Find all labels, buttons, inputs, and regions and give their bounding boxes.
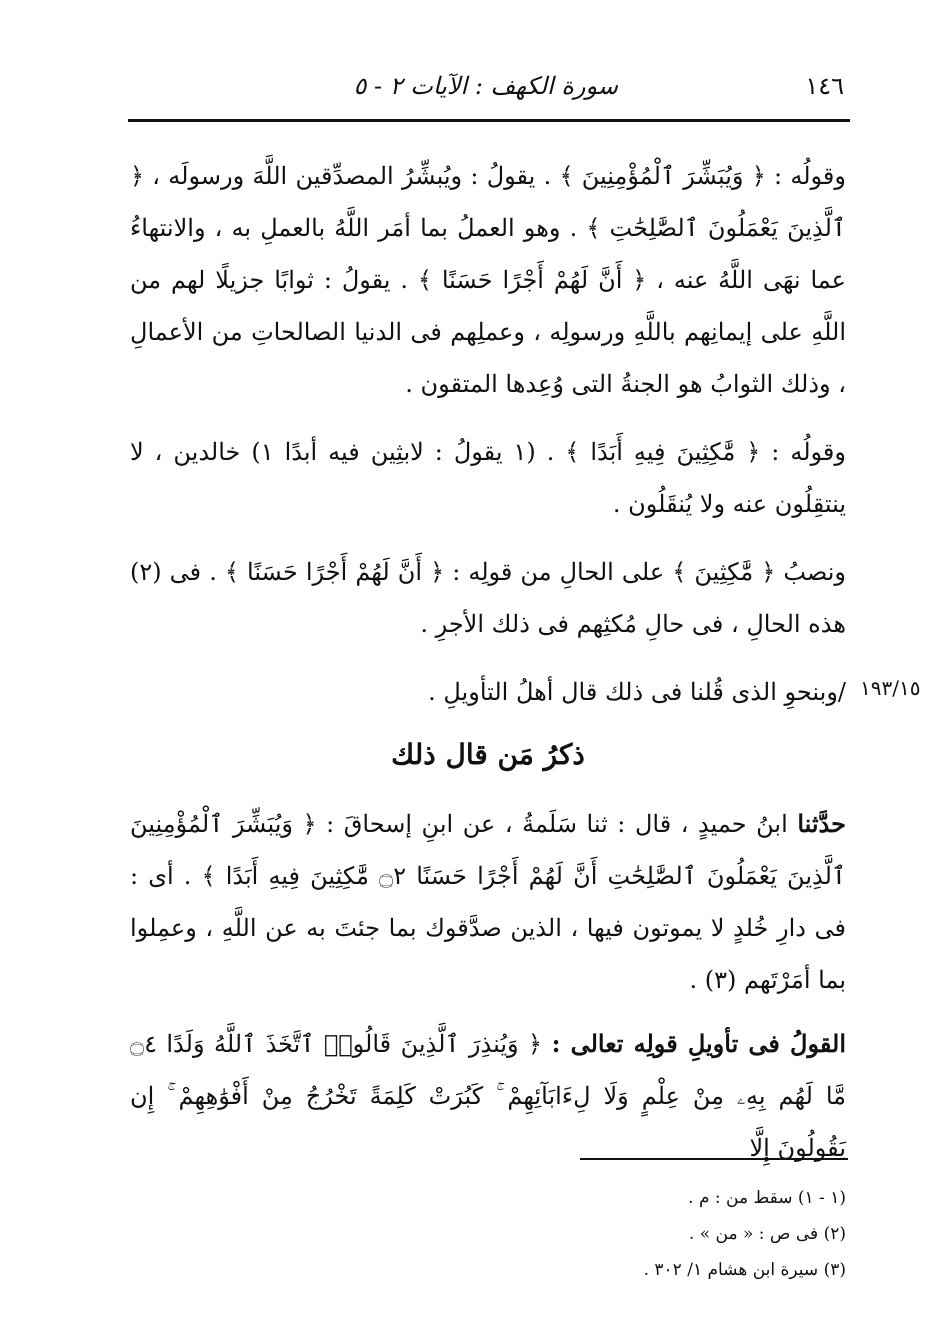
paragraph-6-lead: القولُ فى تأويلِ قولِه تعالى :: [551, 1029, 846, 1058]
paragraph-6: [130, 1018, 846, 1174]
paragraph-5-text: ابنُ حميدٍ ، قال : ثنا سَلَمةُ ، عن ابنِ إسحاقَ : ﴿ وَيُبَشِّرَ ٱلْمُؤْمِنِينَ ٱلَّذِينَ يَعْمَلُونَ ٱلصَّٰلِحَٰتِ أَنَّ لَهُمْ أَجْرًا حَسَنًا ۝٢ مَّٰكِثِينَ فِيهِ أَبَدًا ﴾ . أى : فى دارِ خُلدٍ لا يموتون فيها ، الذين صدَّقوك بما جئتَ به عن اللَّهِ ، وعمِلوا بما أمَرْتَهم (٣) .: [130, 810, 846, 994]
page-header: [128, 62, 848, 112]
footnote-rule: [580, 1158, 848, 1160]
margin-note: ١٩٣/١٥: [860, 676, 921, 700]
footnote-2: (٢) فى ص : « من » .: [688, 1224, 846, 1244]
paragraph-1: وقولُه : ﴿ وَيُبَشِّرَ ٱلْمُؤْمِنِينَ ﴾ . يقولُ : ويُبشِّرُ المصدِّقين اللَّهَ ورسولَه ، ﴿ ٱلَّذِينَ يَعْمَلُونَ ٱلصَّٰلِحَٰتِ ﴾ . وهو العملُ بما أمَر اللَّهُ بالعملِ به ، والانتهاءُ عما نهَى اللَّهُ عنه ، ﴿ أَنَّ لَهُمْ أَجْرًا حَسَنًا ﴾ . يقولُ : ثوابًا جزيلًا لهم من اللَّهِ على إيمانِهم باللَّهِ ورسولِه ، وعملِهم فى الدنيا الصالحاتِ من الأعمالِ ، وذلك الثوابُ هو الجنةُ التى وُعِدها المتقون .: [130, 162, 846, 398]
paragraph-5-lead: حدَّثنا: [797, 809, 846, 838]
paragraph-6-text: ﴿ وَيُنذِرَ ٱلَّذِينَ قَالُوا۟ ٱتَّخَذَ ٱللَّهُ وَلَدًا ۝٤ مَّا لَهُم بِهِۦ مِنْ عِلْمٍ وَلَا لِءَابَآئِهِمْ ۚ كَبُرَتْ كَلِمَةً تَخْرُجُ مِنْ أَفْوَٰهِهِمْ ۚ إِن يَقُولُونَ إِلَّا: [130, 1030, 846, 1162]
section-heading: ذكرُ مَن قال ذلك: [391, 738, 585, 771]
paragraph-3: ونصبُ ﴿ مَّٰكِثِينَ ﴾ على الحالِ من قولِه : ﴿ أَنَّ لَهُمْ أَجْرًا حَسَنًا ﴾ . فى (٢) هذه الحالِ ، فى حالِ مُكثِهم فى ذلك الأجرِ .: [130, 558, 846, 638]
paragraph-5: [130, 798, 846, 1006]
footnotes: [560, 1180, 846, 1288]
paragraph-2: وقولُه : ﴿ مَّٰكِثِينَ فِيهِ أَبَدًا ﴾ . (١ يقولُ : لابثِين فيه أبدًا ١) خالدين ، لا ينتقِلُون عنه ولا يُنقَلُون .: [130, 438, 846, 518]
footnote-3: (٣) سيرة ابن هشام ١/ ٣٠٢ .: [643, 1260, 846, 1280]
header-rule: [128, 119, 850, 122]
paragraph-4: /وبنحوِ الذى قُلنا فى ذلك قال أهلُ التأويلِ .: [428, 678, 846, 706]
running-title: سورة الكهف : الآيات ٢ - ٥: [353, 72, 618, 100]
footnote-1: (١ - ١) سقط من : م .: [688, 1188, 846, 1208]
page-number: ١٤٦: [805, 72, 844, 100]
